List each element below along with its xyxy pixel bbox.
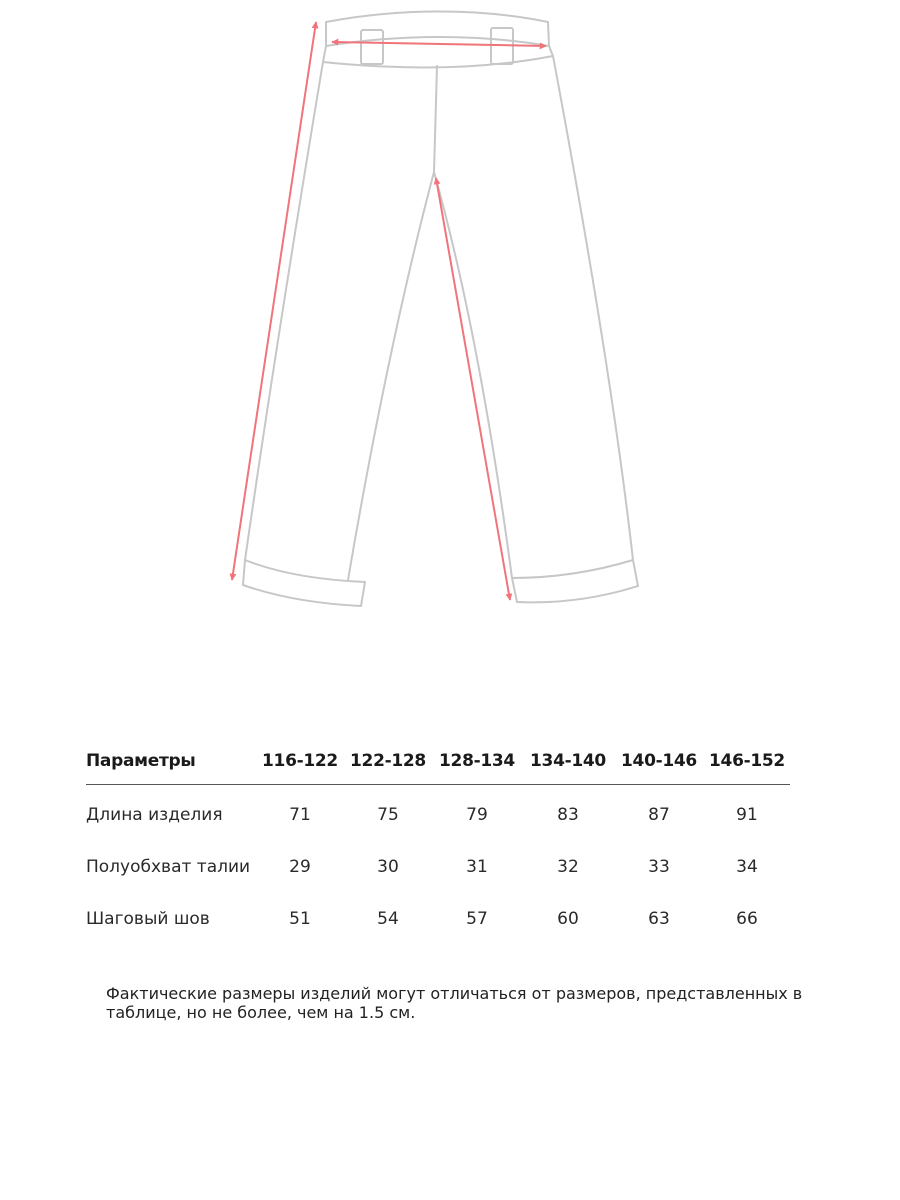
table-cell: 29 <box>289 857 311 877</box>
table-cell: 66 <box>736 909 758 929</box>
belt-loop-left <box>361 30 383 64</box>
table-row <box>86 841 790 893</box>
size-header: 146-152 <box>709 751 785 771</box>
inseam-left <box>348 172 434 580</box>
table-cell: 34 <box>736 857 758 877</box>
size-header: 134-140 <box>530 751 606 771</box>
table-cell: 30 <box>377 857 399 877</box>
table-cell: 32 <box>557 857 579 877</box>
waistband-lower <box>323 46 553 67</box>
table-cell: 63 <box>648 909 670 929</box>
table-cell: 31 <box>466 857 488 877</box>
table-row <box>86 785 790 842</box>
size-table <box>86 738 790 945</box>
size-header: 128-134 <box>439 751 515 771</box>
table-cell: 71 <box>289 805 311 825</box>
row-label: Шаговый шов <box>86 909 210 929</box>
table-cell: 33 <box>648 857 670 877</box>
right-cuff <box>512 560 638 602</box>
left-leg <box>245 62 323 560</box>
table-cell: 79 <box>466 805 488 825</box>
table-cell: 60 <box>557 909 579 929</box>
pants-outline <box>243 12 638 607</box>
waistband <box>326 12 549 47</box>
right-leg <box>553 56 633 560</box>
parameters-header: Параметры <box>86 751 196 771</box>
row-label: Полуобхват талии <box>86 857 251 877</box>
left-cuff <box>243 560 365 606</box>
table-cell: 75 <box>377 805 399 825</box>
table-header-row <box>86 738 790 785</box>
row-label: Длина изделия <box>86 805 223 825</box>
disclaimer-note: Фактические размеры изделий могут отличаться от размеров, представленных в таблице, но не более, чем на 1.5 см. <box>106 984 803 1022</box>
table-cell: 57 <box>466 909 488 929</box>
table-cell: 87 <box>648 805 670 825</box>
table-cell: 83 <box>557 805 579 825</box>
size-header: 116-122 <box>262 751 338 771</box>
table-cell: 54 <box>377 909 399 929</box>
inseam-arrow <box>436 178 510 600</box>
length-arrow <box>232 22 316 580</box>
measurement-arrows <box>232 22 546 600</box>
table-row <box>86 893 790 945</box>
size-header: 122-128 <box>350 751 426 771</box>
table-cell: 91 <box>736 805 758 825</box>
table-cell: 51 <box>289 909 311 929</box>
fly-seam <box>434 66 437 172</box>
size-header: 140-146 <box>621 751 697 771</box>
